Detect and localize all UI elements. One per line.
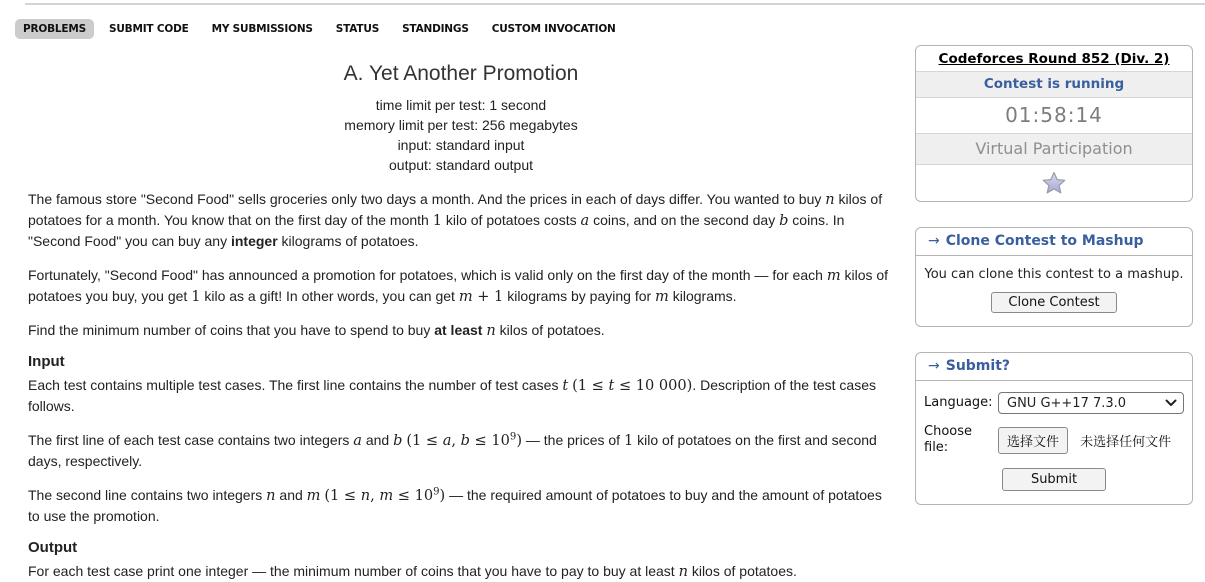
participation-mode: Virtual Participation bbox=[916, 133, 1192, 164]
sidebar bbox=[915, 45, 1193, 530]
language-label: Language: bbox=[924, 395, 993, 410]
language-selected-value: GNU G++17 7.3.0 bbox=[1007, 395, 1127, 411]
problem-limits bbox=[28, 95, 894, 175]
top-divider bbox=[25, 3, 1205, 5]
chevron-down-icon bbox=[1165, 399, 1177, 407]
statement-paragraph: Fortunately, "Second Food" has announced a promotion for potatoes, which is valid only on the first day of the month — for each m kilos of potatoes you buy, you get 1 kilo as a gift! In other words, you can get m + 1 kilograms by paying for m kilograms. bbox=[28, 267, 889, 305]
statement-paragraph: The famous store "Second Food" sells groceries only two days a month. And the prices in each of days differ. You wanted to buy n kilos of potatoes for a month. You know that on the first day of the month 1 kilo of potatoes costs a coins, and on the second day b coins. In "Second Food" you can buy any integer kilograms of potatoes. bbox=[28, 191, 883, 249]
problem-statement bbox=[28, 55, 894, 582]
submit-box-title: Submit? bbox=[945, 358, 1011, 374]
tab-submit-code[interactable]: SUBMIT CODE bbox=[108, 23, 189, 35]
output-heading: Output bbox=[28, 539, 78, 556]
choose-file-button[interactable]: 选择文件 bbox=[998, 427, 1068, 454]
submit-box-header bbox=[916, 353, 1192, 381]
submit-button[interactable]: Submit bbox=[1002, 468, 1106, 491]
statement-paragraph: Find the minimum number of coins that you have to spend to buy at least n kilos of potatoes. bbox=[28, 322, 605, 339]
output-paragraph: For each test case print one integer — the minimum number of coins that you have to pay to buy at least n kilos of potatoes. bbox=[28, 563, 797, 580]
tab-custom-invocation[interactable]: CUSTOM INVOCATION bbox=[491, 23, 616, 35]
clone-box-text: You can clone this contest to a mashup. bbox=[924, 267, 1184, 282]
problem-title: A. Yet Another Promotion bbox=[343, 62, 579, 85]
file-status-text: 未选择任何文件 bbox=[1080, 434, 1172, 450]
clone-contest-box bbox=[915, 227, 1193, 327]
contest-title-link[interactable]: Codeforces Round 852 (Div. 2) bbox=[938, 51, 1170, 67]
star-row bbox=[916, 164, 1192, 201]
second-level-menu bbox=[15, 19, 631, 39]
input-spec: input: standard input bbox=[397, 137, 525, 153]
arrow-right-icon: → bbox=[928, 358, 940, 374]
input-paragraph: The first line of each test case contains two integers a and b (1 ≤ a, $b \le 10^9$) — the prices of 1 kilo of potatoes on the first and second days, respectively. bbox=[28, 431, 877, 469]
submit-box bbox=[915, 352, 1193, 505]
tab-status[interactable]: STATUS bbox=[335, 23, 380, 35]
tab-problems[interactable]: PROBLEMS bbox=[15, 19, 94, 39]
contest-countdown: 01:58:14 bbox=[916, 97, 1192, 133]
time-limit: time limit per test: 1 second bbox=[375, 97, 547, 113]
memory-limit: memory limit per test: 256 megabytes bbox=[344, 117, 578, 133]
choose-file-label: Choose file: bbox=[924, 424, 972, 455]
input-heading: Input bbox=[28, 353, 65, 370]
tab-my-submissions[interactable]: MY SUBMISSIONS bbox=[211, 23, 313, 35]
clone-contest-button[interactable]: Clone Contest bbox=[991, 292, 1116, 313]
star-icon[interactable] bbox=[1042, 171, 1066, 194]
clone-box-header bbox=[916, 228, 1192, 256]
input-paragraph: Each test contains multiple test cases. The first line contains the number of test cases t (1 ≤ t ≤ 10 000). Description of the test cases follows. bbox=[28, 377, 876, 414]
arrow-right-icon: → bbox=[928, 233, 940, 249]
input-paragraph: The second line contains two integers n and m (1 ≤ n, $m \le 10^9$) — the required amount of potatoes to buy and the amount of potatoes to use the promotion. bbox=[28, 486, 882, 524]
output-spec: output: standard output bbox=[389, 157, 533, 173]
contest-status: Contest is running bbox=[916, 71, 1192, 97]
clone-box-title: Clone Contest to Mashup bbox=[945, 233, 1144, 249]
contest-info-box bbox=[915, 45, 1193, 202]
tab-standings[interactable]: STANDINGS bbox=[402, 23, 469, 35]
contest-title-row bbox=[916, 46, 1192, 71]
language-select[interactable] bbox=[998, 392, 1184, 414]
